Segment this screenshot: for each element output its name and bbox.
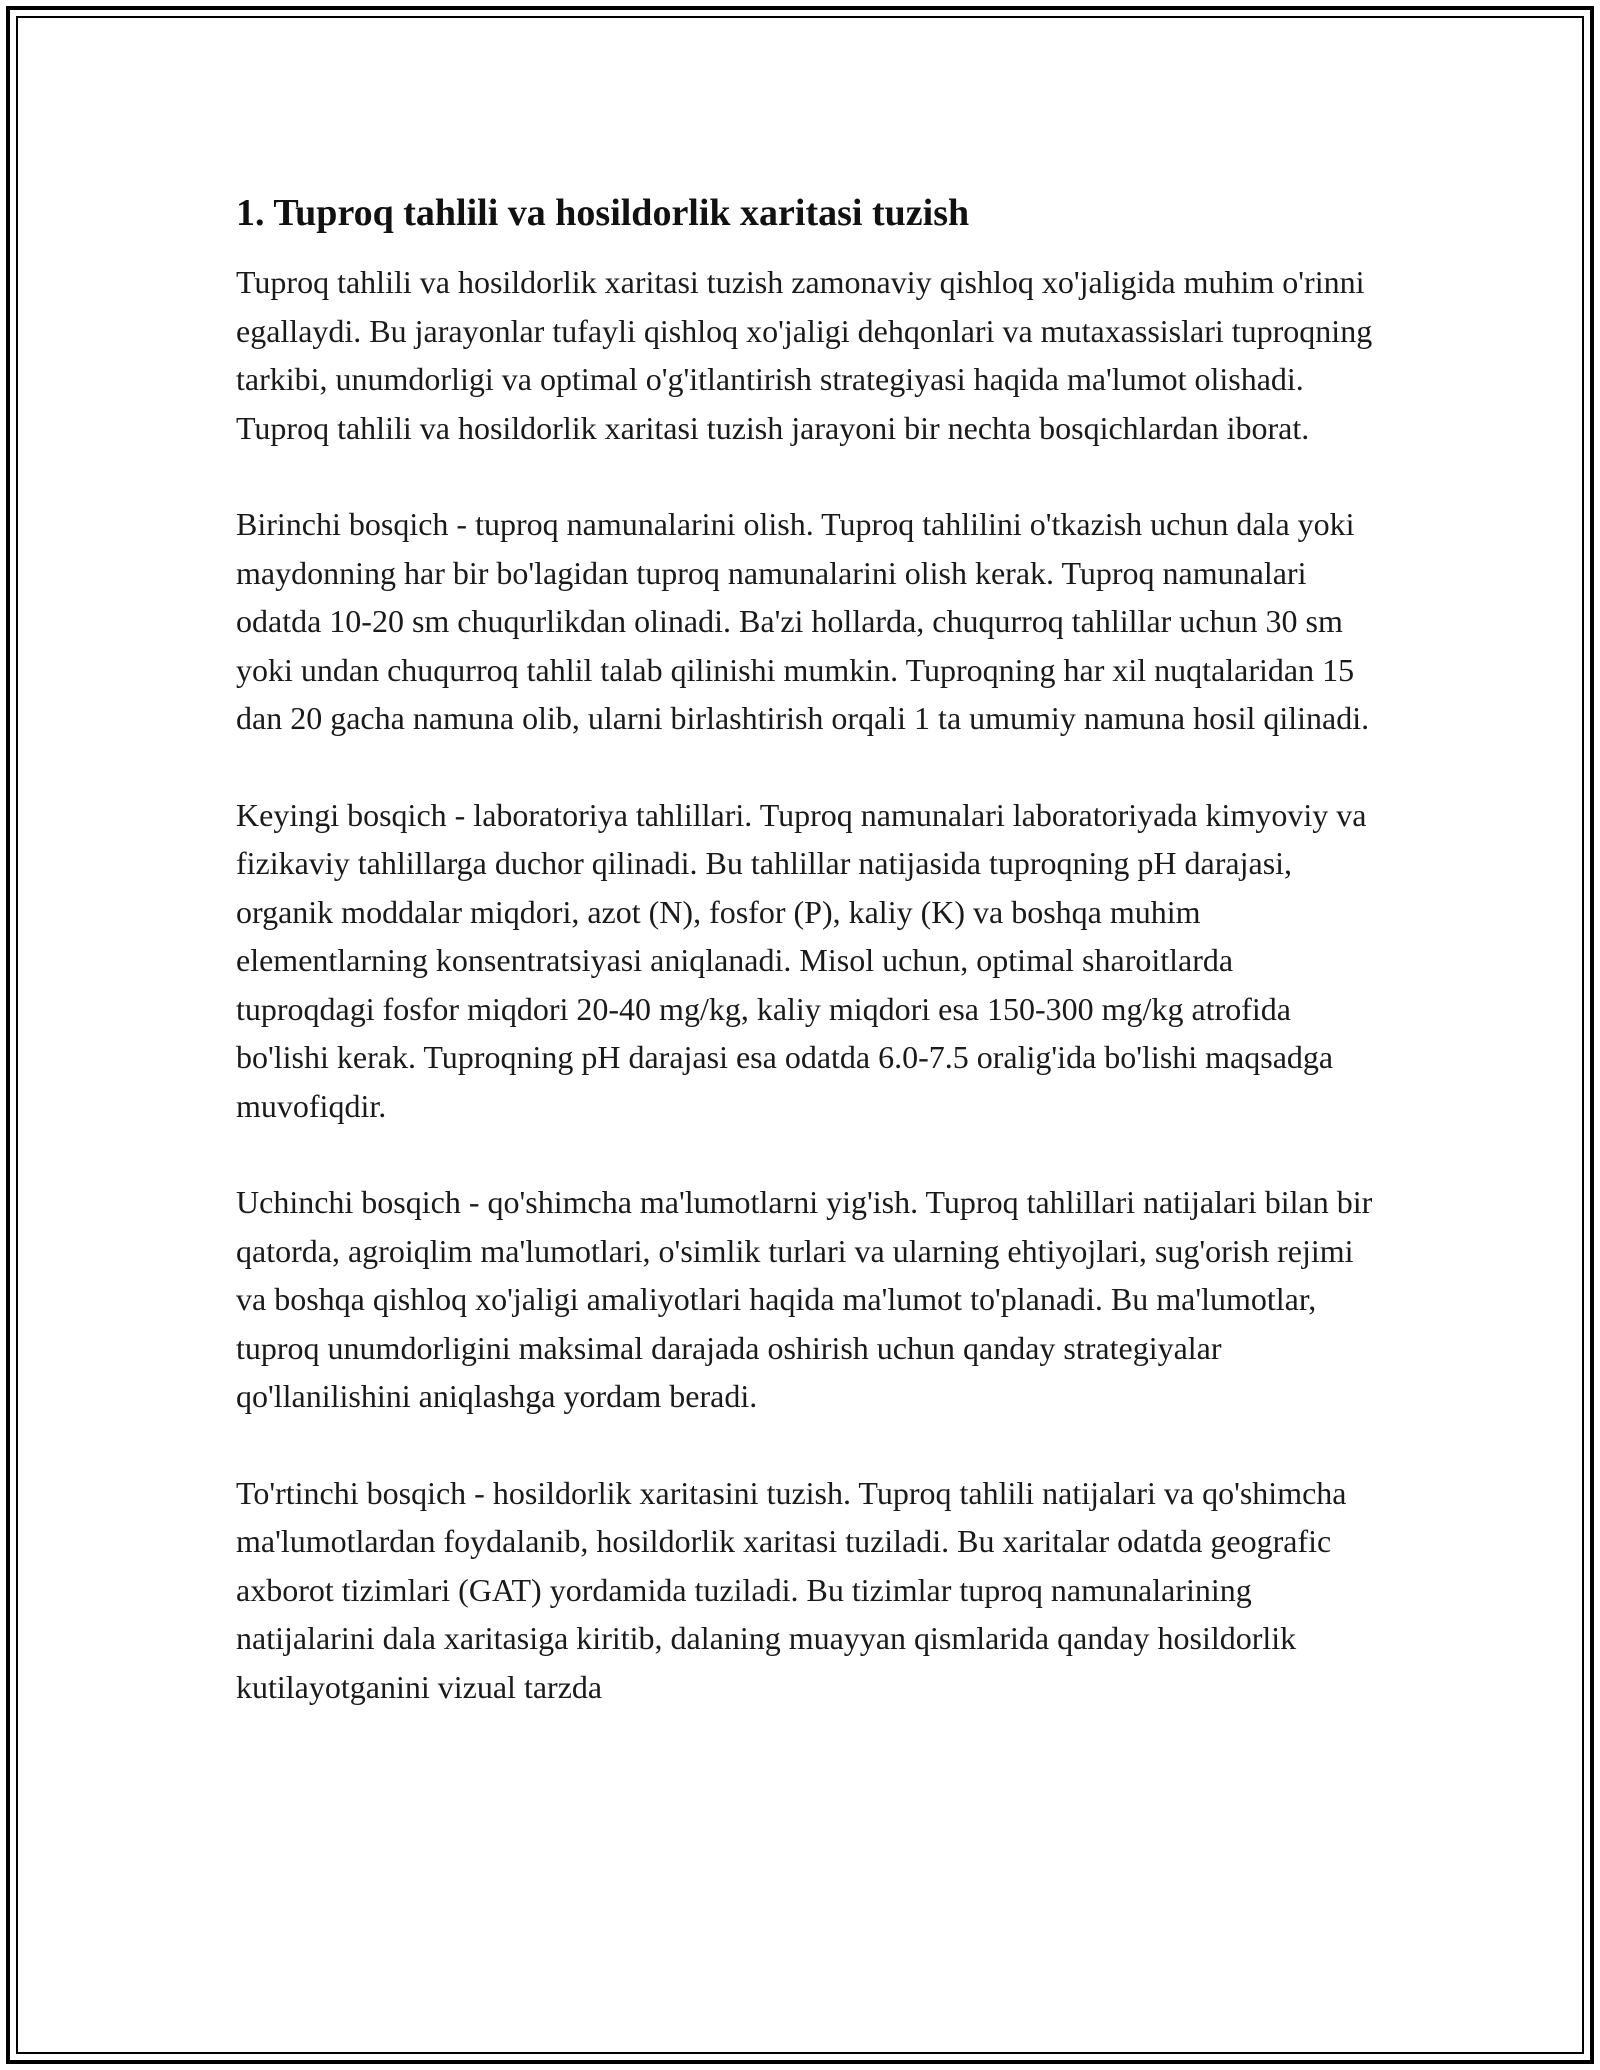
paragraph-step-2: Keyingi bosqich - laboratoriya tahlillari. Tuproq namunalari laboratoriyada kimyoviy va fizikaviy tahlillarga duchor qilinadi. Bu tahlillar natijasida tuproqning pH darajasi, organik moddalar miqdori, azot (N), fosfor (P), kaliy (K) va boshqa muhim elementlarning konsentratsiyasi aniqlanadi. Misol uchun, optimal sharoitlarda tuproqdagi fosfor miqdori 20-40 mg/kg, kaliy miqdori esa 150-300 mg/kg atrofida bo'lishi kerak. Tuproqning pH darajasi esa odatda 6.0-7.5 oralig'ida bo'lishi maqsadga muvofiqdir. [236, 796, 1367, 1124]
paragraph-step-3: Uchinchi bosqich - qo'shimcha ma'lumotlarni yig'ish. Tuproq tahlillari natijalari bilan bir qatorda, agroiqlim ma'lumotlari, o'simlik turlari va ularning ehtiyojlari, sug'orish rejimi va boshqa qishloq xo'jaligi amaliyotlari haqida ma'lumot to'planadi. Bu ma'lumotlar, tuproq unumdorligini maksimal darajada oshirish uchun qanday strategiyalar qo'llanilishini aniqlashga yordam beradi. [236, 1184, 1373, 1414]
paragraph-intro: Tuproq tahlili va hosildorlik xaritasi tuzish zamonaviy qishloq xo'jaligida muhim o'rinni egallaydi. Bu jarayonlar tufayli qishloq xo'jaligi dehqonlari va mutaxassislari tuproqning tarkibi, unumdorligi va optimal o'g'itlantirish strategiyasi haqida ma'lumot olishadi. Tuproq tahlili va hosildorlik xaritasi tuzish jarayoni bir nechta bosqichlardan iborat. [236, 264, 1373, 446]
document-body [236, 188, 1376, 1759]
paragraph-step-1: Birinchi bosqich - tuproq namunalarini olish. Tuproq tahlilini o'tkazish uchun dala yoki maydonning har bir bo'lagidan tuproq namunalarini olish kerak. Tuproq namunalari odatda 10-20 sm chuqurlikdan olinadi. Ba'zi hollarda, chuqurroq tahlillar uchun 30 sm yoki undan chuqurroq tahlil talab qilinishi mumkin. Tuproqning har xil nuqtalaridan 15 dan 20 gacha namuna olib, ularni birlashtirish orqali 1 ta umumiy namuna hosil qilinadi. [236, 506, 1370, 736]
paragraph-step-4: To'rtinchi bosqich - hosildorlik xaritasini tuzish. Tuproq tahlili natijalari va qo'shimcha ma'lumotlardan foydalanib, hosildorlik xaritasi tuziladi. Bu xaritalar odatda geografic axborot tizimlari (GAT) yordamida tuziladi. Bu tizimlar tuproq namunalarining natijalarini dala xaritasiga kiritib, dalaning muayyan qismlarida qanday hosildorlik kutilayotganini vizual tarzda [236, 1474, 1347, 1705]
section-heading: 1. Tuproq tahlili va hosildorlik xaritasi tuzish [236, 192, 970, 234]
